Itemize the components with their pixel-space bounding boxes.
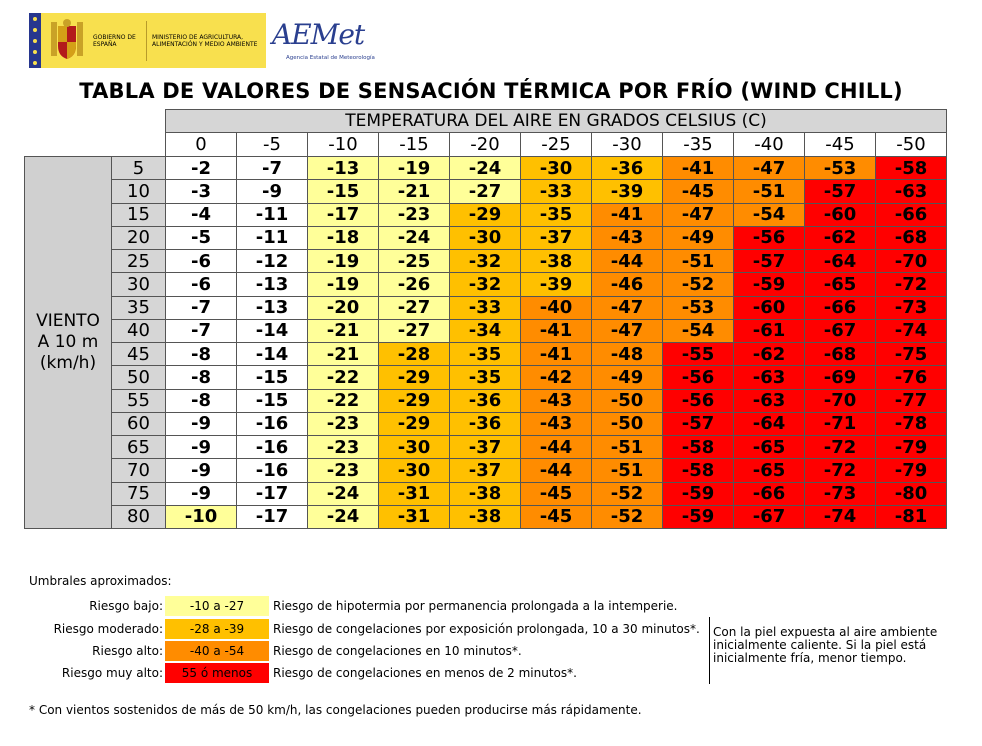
- wind-chill-cell: -51: [734, 180, 805, 203]
- wind-label-line: (km/h): [39, 353, 97, 373]
- wind-chill-cell: -27: [379, 319, 450, 342]
- wind-chill-cell: -41: [521, 319, 592, 342]
- wind-speed-cell: 5: [112, 157, 166, 180]
- wind-chill-cell: -23: [308, 436, 379, 459]
- wind-chill-cell: -55: [663, 343, 734, 366]
- wind-chill-cell: -7: [166, 296, 237, 319]
- wind-chill-cell: -44: [521, 436, 592, 459]
- logo-divider: [146, 21, 147, 61]
- wind-chill-cell: -49: [592, 366, 663, 389]
- wind-chill-cell: -59: [663, 482, 734, 505]
- wind-chill-cell: -24: [379, 226, 450, 249]
- wind-chill-cell: -14: [237, 319, 308, 342]
- temperature-column-header: -40: [734, 133, 805, 157]
- wind-chill-cell: -23: [308, 459, 379, 482]
- wind-chill-cell: -2: [166, 157, 237, 180]
- wind-chill-cell: -56: [734, 226, 805, 249]
- temperature-column-header: -20: [450, 133, 521, 157]
- table-row: [25, 319, 947, 342]
- wind-chill-cell: -29: [379, 389, 450, 412]
- wind-chill-cell: -30: [379, 459, 450, 482]
- wind-chill-cell: -27: [379, 296, 450, 319]
- wind-chill-cell: -72: [805, 436, 876, 459]
- wind-chill-cell: -43: [521, 412, 592, 435]
- wind-chill-cell: -16: [237, 436, 308, 459]
- wind-chill-cell: -53: [663, 296, 734, 319]
- wind-chill-cell: -16: [237, 412, 308, 435]
- wind-chill-cell: -57: [663, 412, 734, 435]
- legend-label: Riesgo alto:: [92, 644, 163, 658]
- wind-chill-cell: -17: [308, 203, 379, 226]
- wind-chill-cell: -42: [521, 366, 592, 389]
- wind-chill-cell: -17: [237, 505, 308, 528]
- wind-chill-cell: -74: [805, 505, 876, 528]
- legend-label: Riesgo bajo:: [89, 599, 163, 613]
- table-row: [25, 296, 947, 319]
- wind-chill-cell: -79: [876, 459, 947, 482]
- wind-chill-cell: -19: [308, 250, 379, 273]
- wind-chill-cell: -72: [805, 459, 876, 482]
- wind-chill-cell: -33: [521, 180, 592, 203]
- wind-chill-cell: -56: [663, 366, 734, 389]
- table-row: [25, 482, 947, 505]
- table-row: [25, 436, 947, 459]
- government-text: GOBIERNO DE ESPAÑA: [93, 33, 136, 48]
- wind-chill-cell: -13: [237, 296, 308, 319]
- wind-chill-cell: -39: [592, 180, 663, 203]
- wind-chill-cell: -32: [450, 273, 521, 296]
- page-title: TABLA DE VALORES DE SENSACIÓN TÉRMICA POR FRÍO (WIND CHILL): [79, 79, 903, 103]
- table-row: [25, 459, 947, 482]
- wind-chill-cell: -73: [805, 482, 876, 505]
- wind-chill-cell: -51: [592, 459, 663, 482]
- wind-chill-cell: -54: [734, 203, 805, 226]
- wind-chill-cell: -66: [876, 203, 947, 226]
- table-row: [25, 203, 947, 226]
- wind-chill-cell: -78: [876, 412, 947, 435]
- wind-chill-cell: -17: [237, 482, 308, 505]
- eu-flag-icon: [29, 13, 41, 68]
- wind-chill-cell: -32: [450, 250, 521, 273]
- wind-speed-cell: 50: [112, 366, 166, 389]
- wind-chill-cell: -79: [876, 436, 947, 459]
- wind-chill-cell: -51: [663, 250, 734, 273]
- wind-chill-cell: -14: [237, 343, 308, 366]
- wind-chill-cell: -59: [734, 273, 805, 296]
- wind-chill-cell: -12: [237, 250, 308, 273]
- wind-chill-cell: -75: [876, 343, 947, 366]
- ministry-text: MINISTERIO DE AGRICULTURA, ALIMENTACIÓN Y MEDIO AMBIENTE: [152, 33, 258, 48]
- wind-chill-cell: -28: [379, 343, 450, 366]
- legend-divider: [709, 617, 710, 684]
- wind-chill-cell: -9: [166, 436, 237, 459]
- legend-description: Riesgo de congelaciones en 10 minutos*.: [273, 644, 522, 658]
- wind-chill-cell: -19: [379, 157, 450, 180]
- wind-chill-cell: -33: [450, 296, 521, 319]
- wind-chill-cell: -58: [663, 459, 734, 482]
- wind-chill-cell: -80: [876, 482, 947, 505]
- wind-chill-cell: -63: [876, 180, 947, 203]
- wind-chill-cell: -66: [734, 482, 805, 505]
- wind-chill-cell: -18: [308, 226, 379, 249]
- wind-chill-cell: -41: [592, 203, 663, 226]
- wind-chill-cell: -54: [663, 319, 734, 342]
- wind-chill-cell: -34: [450, 319, 521, 342]
- wind-chill-cell: -48: [592, 343, 663, 366]
- wind-speed-cell: 20: [112, 226, 166, 249]
- wind-chill-cell: -49: [663, 226, 734, 249]
- wind-chill-cell: -76: [876, 366, 947, 389]
- wind-chill-cell: -68: [805, 343, 876, 366]
- wind-chill-cell: -21: [308, 343, 379, 366]
- legend-row: [0, 619, 700, 639]
- wind-chill-cell: -23: [379, 203, 450, 226]
- temperature-column-header: -25: [521, 133, 592, 157]
- wind-chill-cell: -73: [876, 296, 947, 319]
- wind-chill-cell: -26: [379, 273, 450, 296]
- wind-chill-cell: -21: [379, 180, 450, 203]
- wind-chill-cell: -59: [663, 505, 734, 528]
- wind-chill-cell: -45: [521, 505, 592, 528]
- table-row: [25, 273, 947, 296]
- wind-chill-cell: -60: [734, 296, 805, 319]
- wind-speed-cell: 60: [112, 412, 166, 435]
- temperature-column-header: -50: [876, 133, 947, 157]
- wind-chill-cell: -52: [592, 482, 663, 505]
- wind-chill-cell: -38: [450, 505, 521, 528]
- legend-note: Con la piel expuesta al aire ambiente inicialmente caliente. Si la piel está inicialmente fría, menor tiempo.: [713, 625, 938, 665]
- wind-chill-cell: -22: [308, 389, 379, 412]
- legend-label: Riesgo moderado:: [53, 622, 163, 636]
- wind-chill-cell: -36: [592, 157, 663, 180]
- wind-chill-cell: -58: [876, 157, 947, 180]
- wind-chill-cell: -10: [166, 505, 237, 528]
- wind-label: [25, 157, 112, 529]
- wind-chill-cell: -66: [805, 296, 876, 319]
- wind-chill-cell: -72: [876, 273, 947, 296]
- legend-title: Umbrales aproximados:: [29, 574, 172, 588]
- wind-chill-cell: -38: [450, 482, 521, 505]
- wind-speed-cell: 65: [112, 436, 166, 459]
- wind-chill-cell: -29: [379, 412, 450, 435]
- wind-chill-cell: -24: [308, 482, 379, 505]
- table-row: [25, 366, 947, 389]
- legend-description: Riesgo de congelaciones por exposición prolongada, 10 a 30 minutos*.: [273, 622, 700, 636]
- wind-chill-cell: -63: [734, 389, 805, 412]
- wind-chill-cell: -39: [521, 273, 592, 296]
- table-row: [25, 505, 947, 528]
- wind-chill-cell: -43: [592, 226, 663, 249]
- wind-chill-cell: -68: [876, 226, 947, 249]
- legend-label: Riesgo muy alto:: [61, 666, 163, 680]
- temperature-column-header: -45: [805, 133, 876, 157]
- wind-chill-cell: -15: [237, 389, 308, 412]
- wind-chill-cell: -11: [237, 203, 308, 226]
- wind-chill-cell: -7: [166, 319, 237, 342]
- wind-chill-cell: -65: [734, 459, 805, 482]
- wind-chill-cell: -69: [805, 366, 876, 389]
- wind-speed-cell: 55: [112, 389, 166, 412]
- wind-chill-cell: -63: [734, 366, 805, 389]
- wind-chill-cell: -25: [379, 250, 450, 273]
- wind-chill-cell: -47: [592, 319, 663, 342]
- wind-chill-cell: -21: [308, 319, 379, 342]
- wind-chill-cell: -8: [166, 343, 237, 366]
- wind-chill-cell: -9: [166, 459, 237, 482]
- wind-label-line: VIENTO: [36, 311, 100, 331]
- footnote: * Con vientos sostenidos de más de 50 km/h, las congelaciones pueden producirse más rápidamente.: [29, 703, 642, 717]
- wind-chill-cell: -3: [166, 180, 237, 203]
- wind-chill-cell: -44: [592, 250, 663, 273]
- wind-chill-cell: -27: [450, 180, 521, 203]
- wind-chill-cell: -43: [521, 389, 592, 412]
- table-corner: [25, 110, 166, 133]
- wind-chill-cell: -8: [166, 366, 237, 389]
- wind-chill-cell: -67: [734, 505, 805, 528]
- government-logo: [29, 13, 266, 68]
- temperature-column-header: -10: [308, 133, 379, 157]
- aemet-logo: [272, 18, 375, 68]
- wind-chill-cell: -40: [521, 296, 592, 319]
- wind-chill-cell: -4: [166, 203, 237, 226]
- wind-chill-cell: -37: [521, 226, 592, 249]
- coat-of-arms-icon: [47, 18, 87, 64]
- wind-chill-cell: -9: [166, 482, 237, 505]
- wind-chill-cell: -36: [450, 412, 521, 435]
- table-row: [25, 343, 947, 366]
- wind-speed-cell: 70: [112, 459, 166, 482]
- wind-chill-cell: -52: [592, 505, 663, 528]
- wind-chill-cell: -41: [663, 157, 734, 180]
- table-row: [25, 389, 947, 412]
- wind-speed-cell: 15: [112, 203, 166, 226]
- wind-chill-cell: -47: [663, 203, 734, 226]
- wind-chill-cell: -8: [166, 389, 237, 412]
- wind-chill-cell: -16: [237, 459, 308, 482]
- wind-speed-cell: 80: [112, 505, 166, 528]
- wind-chill-cell: -65: [805, 273, 876, 296]
- wind-chill-cell: -15: [308, 180, 379, 203]
- table-row: [25, 226, 947, 249]
- table-row: [25, 180, 947, 203]
- legend-description: Riesgo de hipotermia por permanencia prolongada a la intemperie.: [273, 599, 678, 613]
- temperature-column-header: 0: [166, 133, 237, 157]
- legend-description: Riesgo de congelaciones en menos de 2 minutos*.: [273, 666, 577, 680]
- wind-chill-cell: -60: [805, 203, 876, 226]
- wind-chill-cell: -24: [308, 505, 379, 528]
- temperature-column-header: -5: [237, 133, 308, 157]
- wind-chill-cell: -61: [734, 319, 805, 342]
- temperature-column-header: -35: [663, 133, 734, 157]
- wind-chill-cell: -6: [166, 250, 237, 273]
- wind-chill-cell: -36: [450, 389, 521, 412]
- wind-chill-cell: -74: [876, 319, 947, 342]
- wind-chill-cell: -56: [663, 389, 734, 412]
- wind-chill-cell: -70: [876, 250, 947, 273]
- wind-chill-cell: -24: [450, 157, 521, 180]
- wind-speed-cell: 40: [112, 319, 166, 342]
- wind-chill-cell: -58: [663, 436, 734, 459]
- wind-chill-cell: -62: [734, 343, 805, 366]
- temperature-column-header: -15: [379, 133, 450, 157]
- wind-chill-cell: -70: [805, 389, 876, 412]
- wind-chill-cell: -50: [592, 412, 663, 435]
- wind-chill-cell: -30: [521, 157, 592, 180]
- wind-chill-cell: -29: [379, 366, 450, 389]
- wind-chill-cell: -77: [876, 389, 947, 412]
- wind-chill-cell: -30: [450, 226, 521, 249]
- wind-chill-cell: -9: [237, 180, 308, 203]
- wind-chill-cell: -65: [734, 436, 805, 459]
- wind-chill-cell: -46: [592, 273, 663, 296]
- wind-chill-table: [24, 109, 947, 529]
- wind-chill-cell: -71: [805, 412, 876, 435]
- legend-row: [0, 641, 522, 661]
- wind-chill-cell: -7: [237, 157, 308, 180]
- wind-chill-cell: -45: [521, 482, 592, 505]
- table-row: [25, 157, 947, 180]
- wind-chill-cell: -47: [734, 157, 805, 180]
- wind-chill-cell: -67: [805, 319, 876, 342]
- legend-range: -28 a -39: [165, 619, 269, 639]
- wind-chill-cell: -62: [805, 226, 876, 249]
- wind-chill-cell: -13: [237, 273, 308, 296]
- wind-chill-cell: -41: [521, 343, 592, 366]
- wind-chill-cell: -81: [876, 505, 947, 528]
- wind-chill-cell: -35: [450, 366, 521, 389]
- wind-chill-cell: -13: [308, 157, 379, 180]
- wind-chill-cell: -19: [308, 273, 379, 296]
- wind-chill-cell: -57: [734, 250, 805, 273]
- aemet-subtitle: Agencia Estatal de Meteorología: [286, 55, 375, 61]
- wind-chill-cell: -6: [166, 273, 237, 296]
- wind-chill-cell: -30: [379, 436, 450, 459]
- wind-chill-cell: -44: [521, 459, 592, 482]
- aemet-name: AEMet: [272, 18, 365, 51]
- table-corner: [25, 133, 166, 157]
- wind-chill-cell: -11: [237, 226, 308, 249]
- wind-chill-cell: -20: [308, 296, 379, 319]
- wind-chill-cell: -52: [663, 273, 734, 296]
- wind-chill-cell: -64: [734, 412, 805, 435]
- wind-chill-cell: -64: [805, 250, 876, 273]
- wind-chill-cell: -5: [166, 226, 237, 249]
- wind-speed-cell: 45: [112, 343, 166, 366]
- wind-chill-cell: -45: [663, 180, 734, 203]
- wind-chill-cell: -37: [450, 436, 521, 459]
- wind-chill-cell: -53: [805, 157, 876, 180]
- wind-chill-cell: -57: [805, 180, 876, 203]
- table-row: [25, 250, 947, 273]
- legend-row: [0, 596, 677, 616]
- wind-label-line: A 10 m: [37, 332, 99, 352]
- legend-range: -40 a -54: [165, 641, 269, 661]
- wind-speed-cell: 30: [112, 273, 166, 296]
- wind-chill-cell: -31: [379, 505, 450, 528]
- temperature-column-header: -30: [592, 133, 663, 157]
- wind-chill-cell: -23: [308, 412, 379, 435]
- wind-chill-cell: -35: [450, 343, 521, 366]
- legend-range: -10 a -27: [165, 596, 269, 616]
- wind-chill-cell: -9: [166, 412, 237, 435]
- wind-chill-cell: -47: [592, 296, 663, 319]
- wind-chill-cell: -15: [237, 366, 308, 389]
- wind-chill-cell: -50: [592, 389, 663, 412]
- wind-speed-cell: 75: [112, 482, 166, 505]
- wind-speed-cell: 10: [112, 180, 166, 203]
- wind-chill-cell: -37: [450, 459, 521, 482]
- legend-range: 55 ó menos: [165, 663, 269, 683]
- wind-speed-cell: 25: [112, 250, 166, 273]
- wind-chill-cell: -35: [521, 203, 592, 226]
- wind-chill-cell: -51: [592, 436, 663, 459]
- wind-speed-cell: 35: [112, 296, 166, 319]
- table-row: [25, 412, 947, 435]
- wind-chill-cell: -22: [308, 366, 379, 389]
- wind-chill-cell: -38: [521, 250, 592, 273]
- legend-row: [0, 663, 577, 683]
- wind-chill-cell: -29: [450, 203, 521, 226]
- temperature-header: TEMPERATURA DEL AIRE EN GRADOS CELSIUS (C): [166, 110, 947, 133]
- wind-chill-cell: -31: [379, 482, 450, 505]
